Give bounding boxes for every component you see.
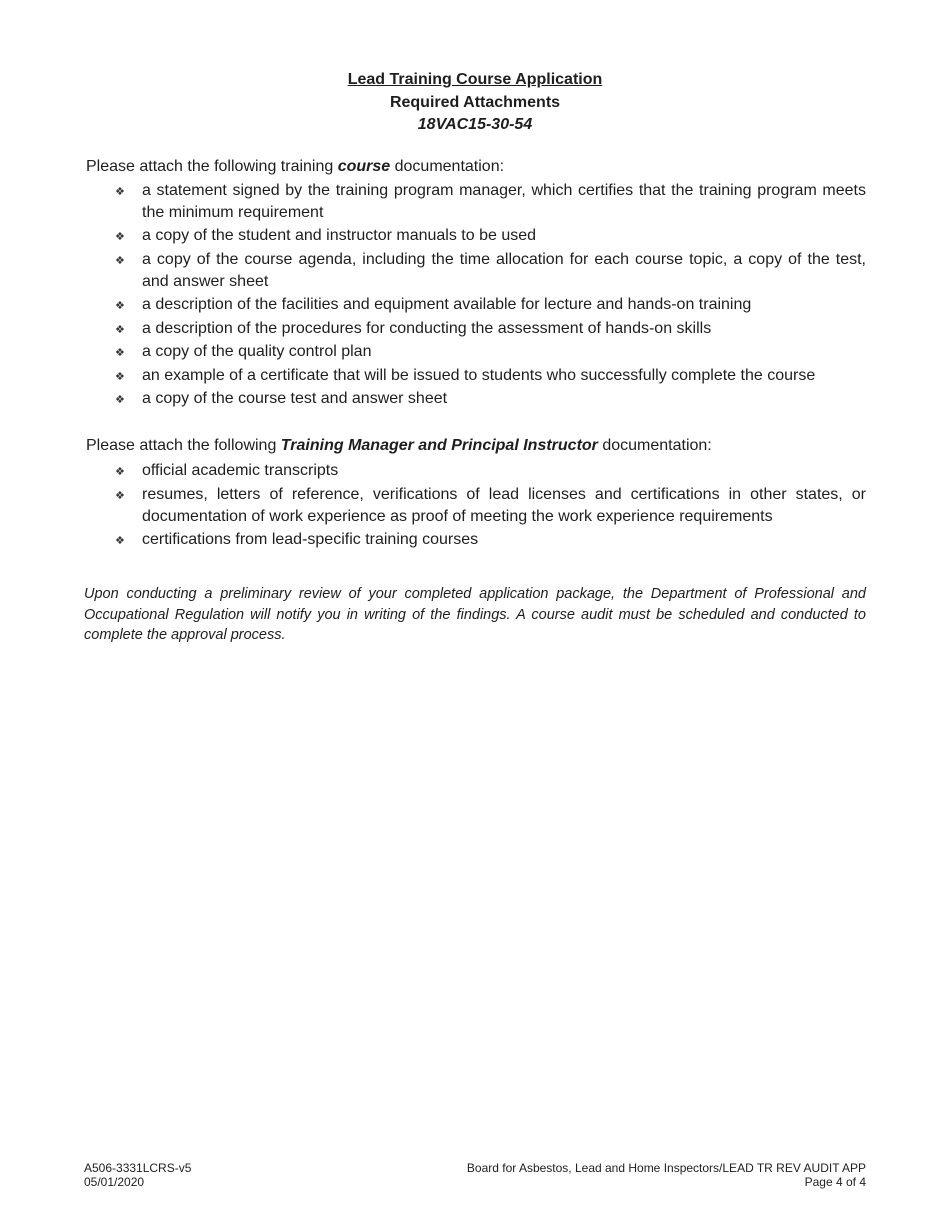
instructor-intro-suffix: documentation: xyxy=(597,437,712,454)
instructor-intro-prefix: Please attach the following xyxy=(86,437,281,454)
diamond-bullet-icon: ❖ xyxy=(115,535,125,547)
course-documentation-section xyxy=(86,156,866,410)
course-documentation-list xyxy=(86,180,866,411)
diamond-bullet-icon: ❖ xyxy=(115,489,125,502)
diamond-bullet-icon: ❖ xyxy=(115,466,125,478)
diamond-bullet-icon: ❖ xyxy=(115,323,125,336)
diamond-bullet-icon: ❖ xyxy=(115,347,125,359)
course-intro-prefix: Please attach the following training xyxy=(86,158,338,175)
page-title: Lead Training Course Application xyxy=(347,71,603,88)
instructor-documentation-section xyxy=(86,435,866,551)
regulation-code: 18VAC15-30-54 xyxy=(417,116,533,133)
list-item: ❖ a description of the facilities and equipment available for lecture and hands-on training xyxy=(142,294,866,316)
list-item: ❖ a copy of the course test and answer sheet xyxy=(142,388,866,410)
list-item: ❖ a statement signed by the training program manager, which certifies that the training program meets the minimum requirement xyxy=(115,181,866,221)
footer-right xyxy=(467,1161,866,1189)
list-item: ❖ official academic transcripts xyxy=(142,460,866,482)
diamond-bullet-icon: ❖ xyxy=(115,370,125,383)
form-number: A506-3331LCRS-v5 xyxy=(84,1161,192,1175)
diamond-bullet-icon: ❖ xyxy=(115,231,125,243)
footer-left xyxy=(84,1161,191,1189)
diamond-bullet-icon: ❖ xyxy=(115,394,125,406)
page-header xyxy=(0,69,950,137)
list-item: ❖ an example of a certificate that will be issued to students who successfully complete the course xyxy=(142,365,866,387)
diamond-bullet-icon: ❖ xyxy=(115,300,125,312)
course-intro-suffix: documentation: xyxy=(390,158,505,175)
review-note: Upon conducting a preliminary review of your completed application package, the Department of Professional and Occupational Regulation will notify you in writing of the findings. A course audit must be scheduled and conducted to complete the approval process. xyxy=(84,586,866,643)
diamond-bullet-icon: ❖ xyxy=(115,185,125,198)
page-subtitle: Required Attachments xyxy=(389,93,561,111)
list-item: ❖ a description of the procedures for conducting the assessment of hands-on skills xyxy=(142,318,866,340)
instructor-intro-emphasis: Training Manager and Principal Instructor xyxy=(280,437,598,454)
page-number: Page 4 of 4 xyxy=(804,1175,866,1189)
board-name: Board for Asbestos, Lead and Home Inspectors/LEAD TR REV AUDIT APP xyxy=(466,1161,866,1175)
course-section-intro xyxy=(86,156,866,178)
form-date: 05/01/2020 xyxy=(84,1175,145,1189)
list-item: ❖ a copy of the student and instructor manuals to be used xyxy=(142,225,866,247)
instructor-documentation-list xyxy=(86,460,866,551)
list-item: ❖ resumes, letters of reference, verifications of lead licenses and certifications in other states, or documentation of work experience as proof of meeting the work experience requirements xyxy=(115,485,866,525)
course-intro-emphasis: course xyxy=(337,158,391,175)
list-item: ❖ certifications from lead-specific training courses xyxy=(142,529,866,551)
instructor-section-intro xyxy=(86,435,866,457)
diamond-bullet-icon: ❖ xyxy=(115,254,125,267)
list-item: ❖ a copy of the quality control plan xyxy=(142,341,866,363)
list-item: ❖ a copy of the course agenda, including the time allocation for each course topic, a copy of the test, and answer sheet xyxy=(115,250,866,290)
